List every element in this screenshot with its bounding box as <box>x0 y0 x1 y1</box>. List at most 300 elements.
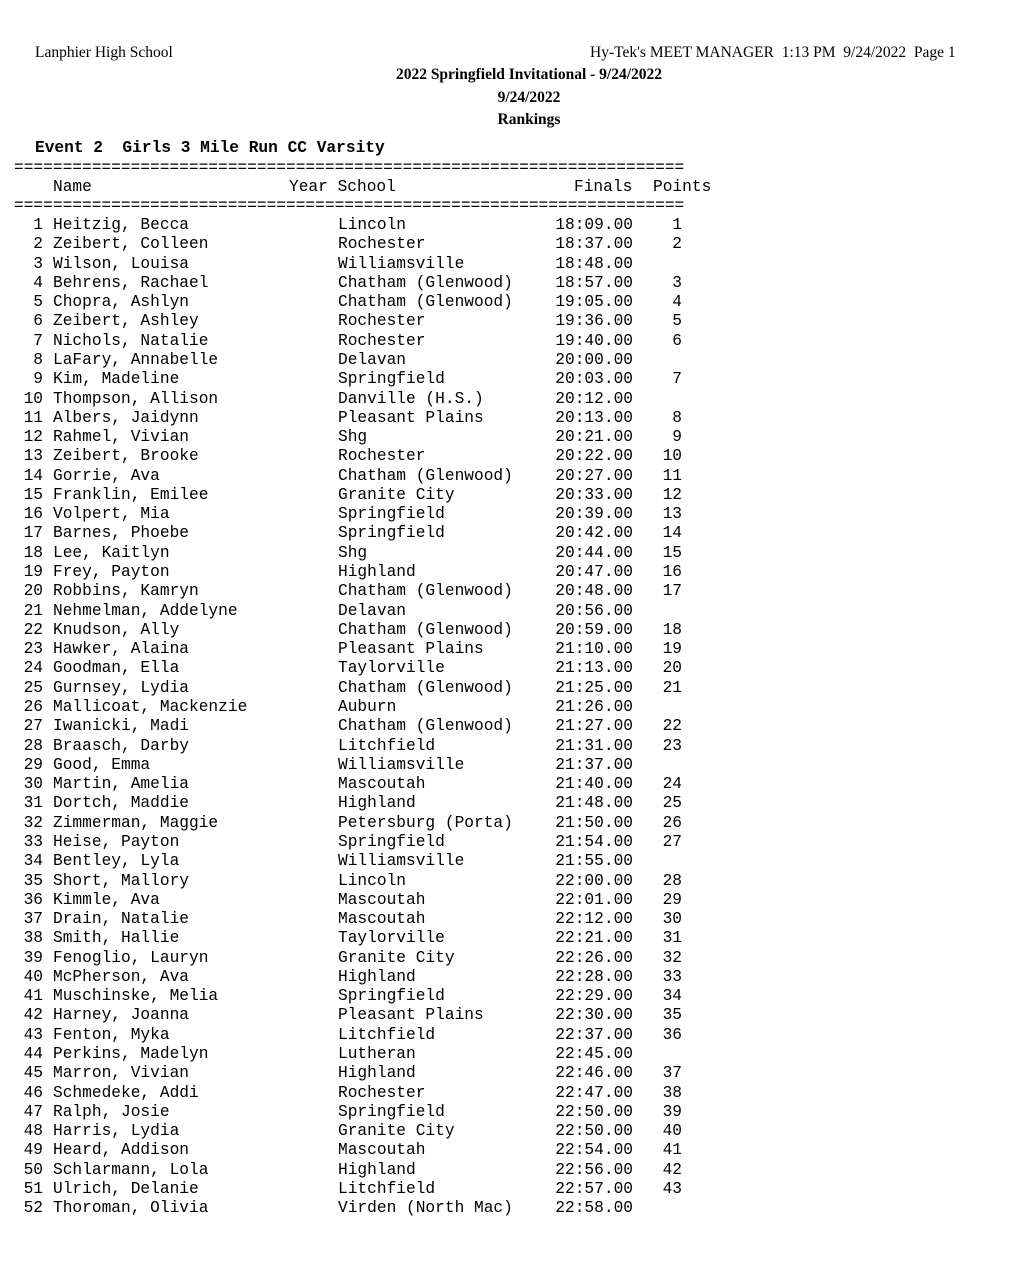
school-cell: Litchfield <box>338 1180 436 1198</box>
name-cell: Franklin, Emilee <box>53 485 209 504</box>
school-cell: Shg <box>338 543 368 562</box>
finals-cell: 20:13.00 <box>555 408 633 427</box>
finals-cell: 20:12.00 <box>555 389 633 408</box>
name-cell: Kim, Madeline <box>53 370 180 389</box>
place-cell: 51 <box>23 1180 43 1198</box>
name-cell: Dortch, Maddie <box>53 794 189 813</box>
name-cell: Barnes, Phoebe <box>53 524 189 543</box>
points-cell: 29 <box>662 890 682 909</box>
table-row <box>0 447 720 466</box>
points-cell: 28 <box>662 871 682 890</box>
finals-cell: 22:28.00 <box>555 967 633 986</box>
school-cell: Chatham (Glenwood) <box>338 466 513 485</box>
name-cell: Muschinske, Melia <box>53 987 219 1006</box>
place-cell: 20 <box>23 582 43 601</box>
name-cell: Mallicoat, Mackenzie <box>53 698 248 716</box>
finals-cell: 20:56.00 <box>555 601 633 620</box>
name-cell: Fenoglio, Lauryn <box>53 948 209 967</box>
table-row <box>0 235 720 254</box>
table-row <box>0 274 720 293</box>
finals-cell: 22:50.00 <box>555 1122 633 1141</box>
place-cell: 25 <box>23 678 43 697</box>
points-cell: 7 <box>672 370 682 389</box>
finals-cell: 21:10.00 <box>555 640 633 659</box>
name-cell: Schlarmann, Lola <box>53 1160 209 1179</box>
points-cell: 33 <box>662 967 682 986</box>
table-row <box>0 1084 720 1103</box>
table-row <box>0 737 720 756</box>
divider-bottom: ===================================================================== <box>14 197 685 215</box>
finals-cell: 20:03.00 <box>555 370 633 389</box>
name-cell: Ulrich, Delanie <box>53 1180 199 1198</box>
place-cell: 9 <box>33 370 43 389</box>
place-cell: 34 <box>23 852 43 871</box>
place-cell: 24 <box>23 659 43 678</box>
finals-cell: 22:29.00 <box>555 987 633 1006</box>
table-row <box>0 910 720 929</box>
name-cell: Rahmel, Vivian <box>53 428 189 447</box>
school-cell: Mascoutah <box>338 1141 426 1160</box>
table-row <box>0 1180 720 1199</box>
finals-cell: 20:39.00 <box>555 505 633 524</box>
host-school: Lanphier High School <box>35 44 173 61</box>
finals-cell: 22:00.00 <box>555 871 633 890</box>
place-cell: 1 <box>33 216 43 234</box>
table-row <box>0 428 720 447</box>
finals-cell: 21:31.00 <box>555 736 633 755</box>
table-row <box>0 582 720 601</box>
place-cell: 40 <box>23 967 43 986</box>
table-row <box>0 987 720 1006</box>
points-cell: 43 <box>662 1180 682 1198</box>
finals-cell: 22:21.00 <box>555 929 633 948</box>
finals-cell: 21:48.00 <box>555 794 633 813</box>
place-cell: 46 <box>23 1083 43 1102</box>
finals-cell: 22:30.00 <box>555 1006 633 1025</box>
table-row <box>0 1161 720 1180</box>
table-row <box>0 486 720 505</box>
name-cell: Heard, Addison <box>53 1141 189 1160</box>
school-cell: Lincoln <box>338 216 406 234</box>
table-row <box>0 602 720 621</box>
school-cell: Delavan <box>338 601 406 620</box>
table-row <box>0 659 720 678</box>
points-cell: 13 <box>662 505 682 524</box>
points-cell: 26 <box>662 813 682 832</box>
finals-cell: 21:40.00 <box>555 775 633 794</box>
place-cell: 4 <box>33 273 43 292</box>
place-cell: 17 <box>23 524 43 543</box>
school-cell: Highland <box>338 1160 416 1179</box>
points-cell: 39 <box>662 1102 682 1121</box>
points-cell: 19 <box>662 640 682 659</box>
finals-cell: 22:54.00 <box>555 1141 633 1160</box>
name-cell: Zimmerman, Maggie <box>53 813 219 832</box>
table-row <box>0 968 720 987</box>
finals-cell: 19:36.00 <box>555 312 633 331</box>
table-row <box>0 1103 720 1122</box>
points-cell: 2 <box>672 235 682 254</box>
col-name: Name <box>53 178 92 196</box>
name-cell: Zeibert, Ashley <box>53 312 199 331</box>
place-cell: 44 <box>23 1045 43 1064</box>
finals-cell: 19:05.00 <box>555 293 633 312</box>
report-type: Rankings <box>497 111 561 128</box>
table-row <box>0 1141 720 1160</box>
school-cell: Litchfield <box>338 1025 436 1044</box>
table-row <box>0 1199 720 1218</box>
school-cell: Lincoln <box>338 871 406 890</box>
school-cell: Chatham (Glenwood) <box>338 620 513 639</box>
points-cell: 20 <box>662 659 682 678</box>
table-row <box>0 949 720 968</box>
place-cell: 18 <box>23 543 43 562</box>
name-cell: Frey, Payton <box>53 563 170 582</box>
place-cell: 21 <box>23 601 43 620</box>
school-cell: Granite City <box>338 485 455 504</box>
place-cell: 41 <box>23 987 43 1006</box>
finals-cell: 20:21.00 <box>555 428 633 447</box>
school-cell: Chatham (Glenwood) <box>338 273 513 292</box>
finals-cell: 20:47.00 <box>555 563 633 582</box>
points-cell: 18 <box>662 620 682 639</box>
place-cell: 33 <box>23 832 43 851</box>
points-cell: 36 <box>662 1025 682 1044</box>
points-cell: 32 <box>662 948 682 967</box>
points-cell: 37 <box>662 1064 682 1083</box>
finals-cell: 20:22.00 <box>555 447 633 466</box>
school-cell: Springfield <box>338 1102 445 1121</box>
name-cell: Bentley, Lyla <box>53 852 180 871</box>
points-cell: 5 <box>672 312 682 331</box>
table-row <box>0 814 720 833</box>
place-cell: 38 <box>23 929 43 948</box>
school-cell: Rochester <box>338 235 426 254</box>
table-row <box>0 891 720 910</box>
finals-cell: 20:00.00 <box>555 350 633 369</box>
name-cell: Kimmle, Ava <box>53 890 160 909</box>
name-cell: Iwanicki, Madi <box>53 717 189 736</box>
table-row <box>0 255 720 274</box>
place-cell: 8 <box>33 350 43 369</box>
school-cell: Springfield <box>338 524 445 543</box>
name-cell: Harney, Joanna <box>53 1006 189 1025</box>
place-cell: 37 <box>23 910 43 929</box>
name-cell: Hawker, Alaina <box>53 640 189 659</box>
place-cell: 3 <box>33 254 43 273</box>
school-cell: Chatham (Glenwood) <box>338 293 513 312</box>
school-cell: Delavan <box>338 350 406 369</box>
school-cell: Rochester <box>338 447 426 466</box>
place-cell: 43 <box>23 1025 43 1044</box>
name-cell: Fenton, Myka <box>53 1025 170 1044</box>
table-row <box>0 293 720 312</box>
table-row <box>0 390 720 409</box>
place-cell: 26 <box>23 698 43 716</box>
table-row <box>0 544 720 563</box>
table-row <box>0 563 720 582</box>
meet-title: 2022 Springfield Invitational - 9/24/2022 <box>395 66 663 83</box>
place-cell: 23 <box>23 640 43 659</box>
school-cell: Lutheran <box>338 1045 416 1064</box>
finals-cell: 20:33.00 <box>555 485 633 504</box>
finals-cell: 21:37.00 <box>555 755 633 774</box>
points-cell: 8 <box>672 408 682 427</box>
place-cell: 48 <box>23 1122 43 1141</box>
name-cell: Robbins, Kamryn <box>53 582 199 601</box>
finals-cell: 20:48.00 <box>555 582 633 601</box>
school-cell: Chatham (Glenwood) <box>338 678 513 697</box>
finals-cell: 20:44.00 <box>555 543 633 562</box>
table-row <box>0 679 720 698</box>
table-row <box>0 1006 720 1025</box>
table-header <box>14 178 714 198</box>
table-row <box>0 852 720 871</box>
school-cell: Highland <box>338 967 416 986</box>
finals-cell: 20:27.00 <box>555 466 633 485</box>
table-row <box>0 1026 720 1045</box>
col-year-school: Year School <box>289 178 396 196</box>
school-cell: Springfield <box>338 505 445 524</box>
table-row <box>0 717 720 736</box>
school-cell: Mascoutah <box>338 910 426 929</box>
school-cell: Chatham (Glenwood) <box>338 582 513 601</box>
name-cell: Knudson, Ally <box>53 620 180 639</box>
finals-cell: 22:26.00 <box>555 948 633 967</box>
meet-date: 9/24/2022 <box>497 89 561 106</box>
place-cell: 42 <box>23 1006 43 1025</box>
name-cell: Zeibert, Brooke <box>53 447 199 466</box>
place-cell: 27 <box>23 717 43 736</box>
name-cell: Wilson, Louisa <box>53 254 189 273</box>
name-cell: Heitzig, Becca <box>53 216 189 234</box>
place-cell: 31 <box>23 794 43 813</box>
points-cell: 12 <box>662 485 682 504</box>
place-cell: 2 <box>33 235 43 254</box>
finals-cell: 19:40.00 <box>555 331 633 350</box>
name-cell: Thompson, Allison <box>53 389 219 408</box>
divider-top: ===================================================================== <box>14 159 685 177</box>
finals-cell: 22:56.00 <box>555 1160 633 1179</box>
finals-cell: 21:13.00 <box>555 659 633 678</box>
finals-cell: 22:46.00 <box>555 1064 633 1083</box>
place-cell: 29 <box>23 755 43 774</box>
finals-cell: 18:48.00 <box>555 254 633 273</box>
place-cell: 50 <box>23 1160 43 1179</box>
place-cell: 28 <box>23 736 43 755</box>
finals-cell: 21:27.00 <box>555 717 633 736</box>
name-cell: Goodman, Ella <box>53 659 180 678</box>
school-cell: Highland <box>338 794 416 813</box>
name-cell: Harris, Lydia <box>53 1122 180 1141</box>
points-cell: 31 <box>662 929 682 948</box>
finals-cell: 22:57.00 <box>555 1180 633 1198</box>
name-cell: McPherson, Ava <box>53 967 189 986</box>
finals-cell: 21:54.00 <box>555 832 633 851</box>
school-cell: Williamsville <box>338 755 465 774</box>
place-cell: 6 <box>33 312 43 331</box>
name-cell: Braasch, Darby <box>53 736 189 755</box>
school-cell: Pleasant Plains <box>338 1006 484 1025</box>
school-cell: Pleasant Plains <box>338 640 484 659</box>
table-row <box>0 698 720 717</box>
points-cell: 41 <box>662 1141 682 1160</box>
finals-cell: 22:58.00 <box>555 1199 633 1218</box>
school-cell: Virden (North Mac) <box>338 1199 513 1218</box>
name-cell: Martin, Amelia <box>53 775 189 794</box>
table-row <box>0 467 720 486</box>
table-row <box>0 833 720 852</box>
report-meta: Hy-Tek's MEET MANAGER 1:13 PM 9/24/2022 Page 1 <box>590 44 956 61</box>
place-cell: 32 <box>23 813 43 832</box>
points-cell: 27 <box>662 832 682 851</box>
table-row <box>0 505 720 524</box>
name-cell: Ralph, Josie <box>53 1102 170 1121</box>
school-cell: Highland <box>338 1064 416 1083</box>
school-cell: Mascoutah <box>338 775 426 794</box>
school-cell: Williamsville <box>338 254 465 273</box>
place-cell: 10 <box>23 389 43 408</box>
name-cell: Heise, Payton <box>53 832 180 851</box>
finals-cell: 21:25.00 <box>555 678 633 697</box>
table-row <box>0 1122 720 1141</box>
place-cell: 49 <box>23 1141 43 1160</box>
school-cell: Petersburg (Porta) <box>338 813 513 832</box>
points-cell: 38 <box>662 1083 682 1102</box>
name-cell: Lee, Kaitlyn <box>53 543 170 562</box>
points-cell: 9 <box>672 428 682 447</box>
points-cell: 34 <box>662 987 682 1006</box>
name-cell: Chopra, Ashlyn <box>53 293 189 312</box>
place-cell: 7 <box>33 331 43 350</box>
table-row <box>0 756 720 775</box>
points-cell: 6 <box>672 331 682 350</box>
finals-cell: 22:45.00 <box>555 1045 633 1064</box>
name-cell: Nehmelman, Addelyne <box>53 601 238 620</box>
name-cell: Smith, Hallie <box>53 929 180 948</box>
school-cell: Granite City <box>338 948 455 967</box>
name-cell: LaFary, Annabelle <box>53 350 219 369</box>
table-row <box>0 409 720 428</box>
finals-cell: 21:26.00 <box>555 698 633 716</box>
place-cell: 30 <box>23 775 43 794</box>
school-cell: Litchfield <box>338 736 436 755</box>
place-cell: 13 <box>23 447 43 466</box>
points-cell: 15 <box>662 543 682 562</box>
points-cell: 3 <box>672 273 682 292</box>
name-cell: Gurnsey, Lydia <box>53 678 189 697</box>
points-cell: 22 <box>662 717 682 736</box>
school-cell: Pleasant Plains <box>338 408 484 427</box>
school-cell: Chatham (Glenwood) <box>338 717 513 736</box>
name-cell: Albers, Jaidynn <box>53 408 199 427</box>
points-cell: 4 <box>672 293 682 312</box>
points-cell: 11 <box>662 466 682 485</box>
finals-cell: 22:50.00 <box>555 1102 633 1121</box>
place-cell: 15 <box>23 485 43 504</box>
name-cell: Zeibert, Colleen <box>53 235 209 254</box>
finals-cell: 18:37.00 <box>555 235 633 254</box>
points-cell: 16 <box>662 563 682 582</box>
school-cell: Shg <box>338 428 368 447</box>
place-cell: 5 <box>33 293 43 312</box>
name-cell: Volpert, Mia <box>53 505 170 524</box>
points-cell: 42 <box>662 1160 682 1179</box>
finals-cell: 21:55.00 <box>555 852 633 871</box>
place-cell: 35 <box>23 871 43 890</box>
school-cell: Highland <box>338 563 416 582</box>
event-heading: Event 2 Girls 3 Mile Run CC Varsity <box>35 139 385 157</box>
school-cell: Granite City <box>338 1122 455 1141</box>
finals-cell: 22:37.00 <box>555 1025 633 1044</box>
table-row <box>0 370 720 389</box>
table-row <box>0 794 720 813</box>
place-cell: 11 <box>23 408 43 427</box>
finals-cell: 20:59.00 <box>555 620 633 639</box>
points-cell: 17 <box>662 582 682 601</box>
school-cell: Taylorville <box>338 659 445 678</box>
name-cell: Good, Emma <box>53 755 151 774</box>
school-cell: Rochester <box>338 312 426 331</box>
name-cell: Gorrie, Ava <box>53 466 160 485</box>
finals-cell: 22:01.00 <box>555 890 633 909</box>
school-cell: Mascoutah <box>338 890 426 909</box>
finals-cell: 18:09.00 <box>555 216 633 234</box>
school-cell: Springfield <box>338 987 445 1006</box>
col-points: Points <box>653 178 712 196</box>
table-row <box>0 524 720 543</box>
name-cell: Thoroman, Olivia <box>53 1199 209 1218</box>
table-row <box>0 312 720 331</box>
points-cell: 24 <box>662 775 682 794</box>
finals-cell: 22:47.00 <box>555 1083 633 1102</box>
points-cell: 30 <box>662 910 682 929</box>
place-cell: 36 <box>23 890 43 909</box>
col-finals: Finals <box>574 178 633 196</box>
school-cell: Williamsville <box>338 852 465 871</box>
finals-cell: 22:12.00 <box>555 910 633 929</box>
table-row <box>0 640 720 659</box>
name-cell: Short, Mallory <box>53 871 189 890</box>
name-cell: Marron, Vivian <box>53 1064 189 1083</box>
school-cell: Auburn <box>338 698 397 716</box>
points-cell: 10 <box>662 447 682 466</box>
place-cell: 39 <box>23 948 43 967</box>
points-cell: 14 <box>662 524 682 543</box>
place-cell: 16 <box>23 505 43 524</box>
name-cell: Schmedeke, Addi <box>53 1083 199 1102</box>
place-cell: 52 <box>23 1199 43 1218</box>
points-cell: 40 <box>662 1122 682 1141</box>
finals-cell: 18:57.00 <box>555 273 633 292</box>
table-row <box>0 1064 720 1083</box>
table-row <box>0 332 720 351</box>
school-cell: Rochester <box>338 331 426 350</box>
table-row <box>0 775 720 794</box>
name-cell: Drain, Natalie <box>53 910 189 929</box>
points-cell: 21 <box>662 678 682 697</box>
table-row <box>0 872 720 891</box>
table-row <box>0 929 720 948</box>
name-cell: Perkins, Madelyn <box>53 1045 209 1064</box>
points-cell: 1 <box>672 216 682 234</box>
school-cell: Danville (H.S.) <box>338 389 484 408</box>
place-cell: 22 <box>23 620 43 639</box>
table-row <box>0 621 720 640</box>
school-cell: Springfield <box>338 832 445 851</box>
name-cell: Nichols, Natalie <box>53 331 209 350</box>
table-row <box>0 351 720 370</box>
